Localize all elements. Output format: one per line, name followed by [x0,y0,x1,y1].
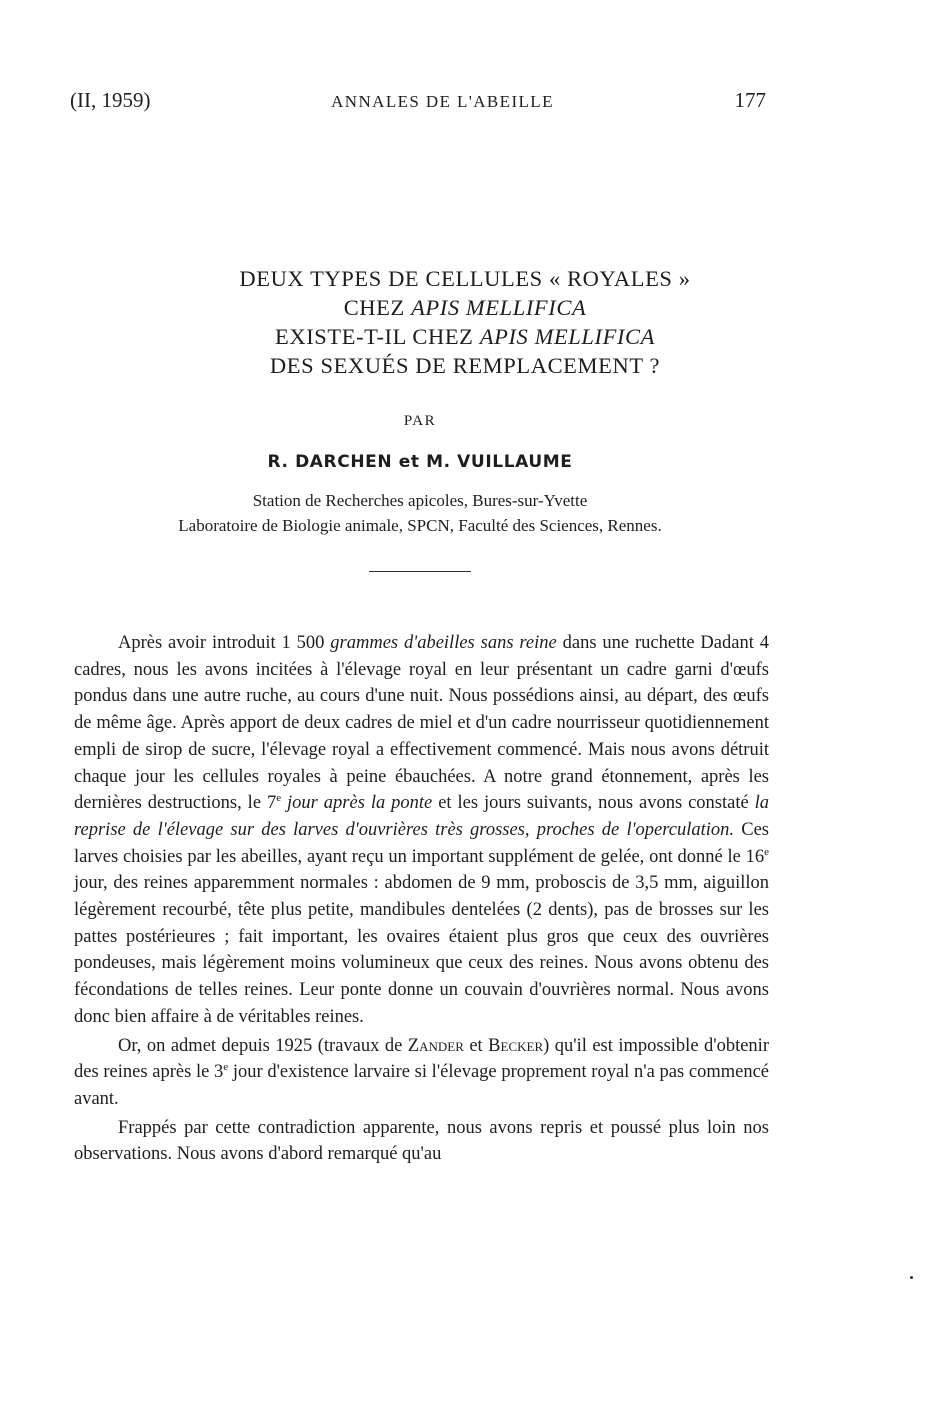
title-species: APIS MELLIFICA [479,324,655,349]
affiliations [0,488,840,538]
text-run: et [463,1035,489,1056]
paragraph-2 [74,1033,769,1113]
title-line-1: DEUX TYPES DE CELLULES « ROYALES » [239,266,691,291]
title-line-2 [60,293,870,322]
title-line-3-prefix: EXISTE-T-IL CHEZ [275,324,480,349]
text-run: Après avoir introduit 1 500 [118,633,331,653]
text-run: Or, on admet depuis 1925 (travaux de [118,1035,408,1056]
superscript: e [764,845,769,858]
article-body [74,630,769,1168]
text-run: dans une ruchette Dadant 4 cadres, nous les avons incitées à l'élevage royal en leur présentant un cadre garni d'œufs pondus dans une autre ruche, au cours d'une nuit. Nous possédions ainsi, au départ, des œufs de même âge. Après apport de deux cadres de miel et d'un cadre nourrisseur quotidiennement empli de sirop de sucre, l'élevage royal a effectivement commencé. Mais nous avons détruit chaque jour les cellules royales à peine ébauchées. A notre grand étonnement, après les dernières destructions, le 7 [74,633,769,814]
journal-name: ANNALES DE L'ABEILLE [331,92,554,111]
title-line-3 [60,322,870,351]
superscript: e [223,1061,229,1074]
issue-label: (II, 1959) [70,88,151,112]
affiliation-1: Station de Recherches apicoles, Bures-sur-Yvette [252,491,588,510]
scan-speck [910,1276,913,1279]
text-run: et les jours suivants, nous avons constaté [432,793,755,814]
authors: R. DARCHEN et M. VUILLAUME [267,452,573,472]
running-head [70,88,766,118]
text-run: jour, des reines apparemment normales : abdomen de 9 mm, proboscis de 3,5 mm, aiguillon légèrement recourbé, tête plus petite, mandibules dentelées (2 dents), pas de brosses sur les pattes postérieures ; fait important, les ovaires étaient plus gros que ceux des ouvrières pondeuses, mais légèrement moins volumineux que ceux des reines. Nous avons obtenu des fécondations de telles reines. Leur ponte donne un couvain d'ouvrières normal. Nous avons donc bien affaire à de véritables reines. [74,873,769,1027]
affiliation-2: Laboratoire de Biologie animale, SPCN, Faculté des Sciences, Rennes. [178,516,662,535]
italic-run: la reprise de l'élevage sur des larves d'ouvrières très grosses, proches de l'operculation. [74,793,770,840]
italic-run: grammes d'abeilles sans reine [330,633,557,653]
superscript: e [276,792,282,805]
text-run: Ces larves choisies par les abeilles, ayant reçu un important supplément de gelée, ont donné le 16 [74,819,769,867]
article-title [60,264,870,380]
text-run: ) qu'il est impossible d'obtenir des reines après le 3 [74,1035,769,1083]
text-run: jour d'existence larvaire si l'élevage proprement royal n'a pas commencé avant. [74,1062,769,1109]
title-species: APIS MELLIFICA [411,295,587,320]
title-line-4: DES SEXUÉS DE REMPLACEMENT ? [269,353,661,378]
paragraph-1 [74,630,769,1031]
italic-run: jour après la ponte [281,793,433,814]
author-name: Becker [488,1035,544,1056]
by-label: PAR [403,413,437,429]
separator-rule [369,571,471,572]
text-run: Frappés par cette contradiction apparente, nous avons repris et poussé plus loin nos observations. Nous avons d'abord remarqué qu'au [74,1117,769,1165]
author-name: Zander [407,1035,464,1056]
paragraph-3 [74,1115,769,1168]
title-line-2-prefix: CHEZ [343,295,412,320]
page-number: 177 [734,88,766,112]
